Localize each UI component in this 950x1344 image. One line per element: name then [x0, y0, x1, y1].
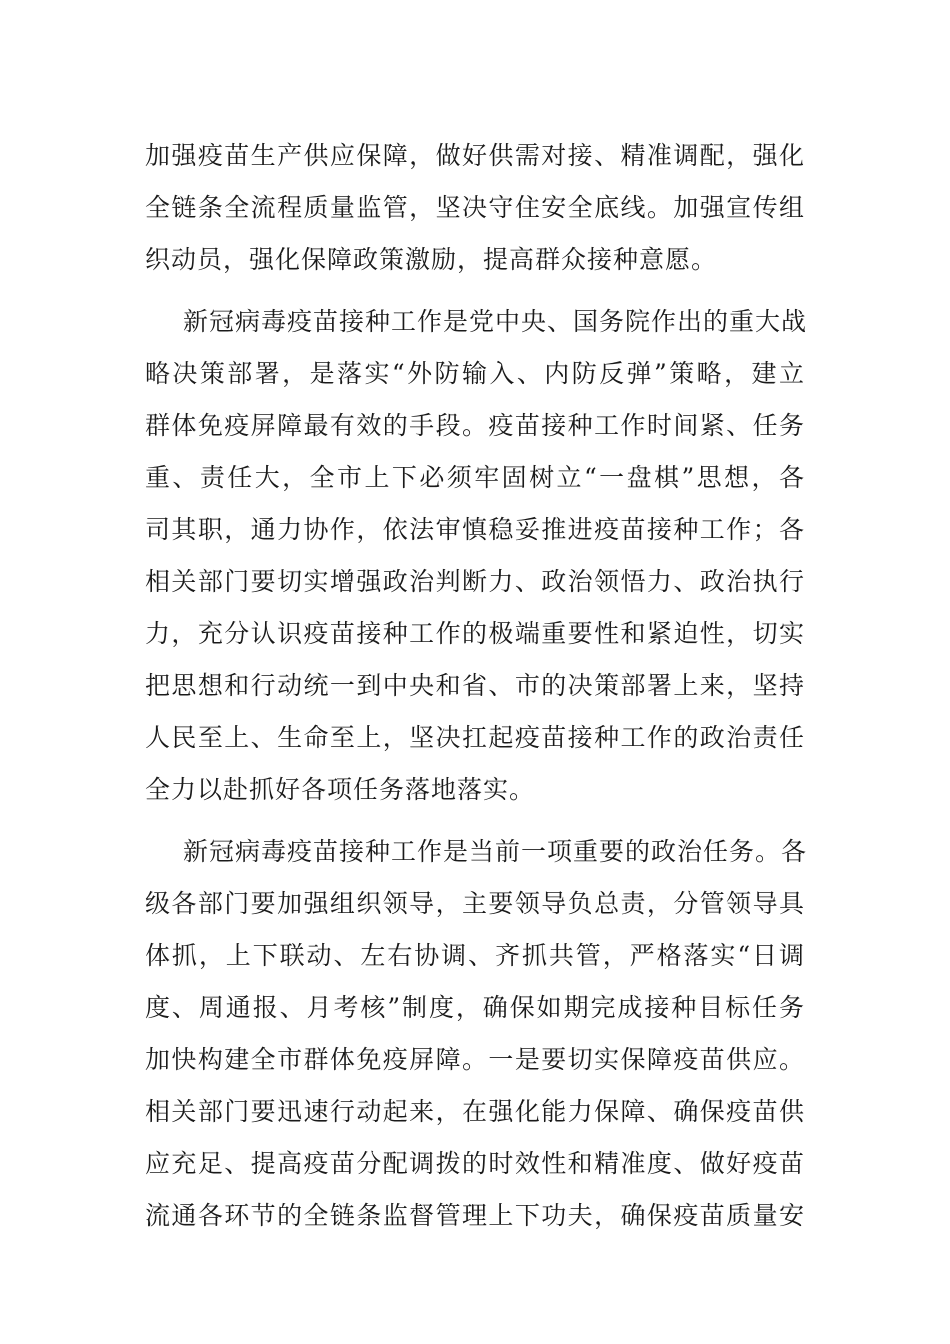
text-line: 力，充分认识疫苗接种工作的极端重要性和紧迫性，切实	[145, 619, 805, 648]
text-line: 重、责任大，全市上下必须牢固树立“一盘棋”思想，各	[145, 463, 805, 492]
text-line: 度、周通报、月考核”制度，确保如期完成接种目标任务	[145, 993, 805, 1022]
text-line: 级各部门要加强组织领导，主要领导负总责，分管领导具	[145, 889, 805, 918]
text-line: 把思想和行动统一到中央和省、市的决策部署上来，坚持	[145, 671, 805, 700]
text-line: 加强疫苗生产供应保障，做好供需对接、精准调配，强化	[145, 141, 805, 170]
text-line: 司其职，通力协作，依法审慎稳妥推进疫苗接种工作；各	[145, 515, 805, 544]
text-line: 略决策部署，是落实“外防输入、内防反弹”策略，建立	[145, 359, 805, 388]
text-line: 新冠病毒疫苗接种工作是党中央、国务院作出的重大战	[183, 307, 808, 336]
text-line: 流通各环节的全链条监督管理上下功夫，确保疫苗质量安	[145, 1201, 805, 1230]
text-line: 全力以赴抓好各项任务落地落实。	[145, 775, 536, 804]
text-line: 应充足、提高疫苗分配调拨的时效性和精准度、做好疫苗	[145, 1149, 805, 1178]
paragraph-continuation	[145, 130, 805, 286]
text-line: 体抓，上下联动、左右协调、齐抓共管，严格落实“日调	[145, 941, 805, 970]
paragraph-political-task	[145, 826, 808, 1242]
text-line: 相关部门要切实增强政治判断力、政治领悟力、政治执行	[145, 567, 805, 596]
text-line: 群体免疫屏障最有效的手段。疫苗接种工作时间紧、任务	[145, 411, 805, 440]
paragraph-vaccination-strategy	[145, 296, 808, 816]
text-line: 新冠病毒疫苗接种工作是当前一项重要的政治任务。各	[183, 837, 808, 866]
text-line: 人民至上、生命至上，坚决扛起疫苗接种工作的政治责任	[145, 723, 805, 752]
text-line: 加快构建全市群体免疫屏障。一是要切实保障疫苗供应。	[145, 1045, 805, 1074]
text-line: 全链条全流程质量监管，坚决守住安全底线。加强宣传组	[145, 193, 805, 222]
document-body	[145, 130, 808, 1242]
text-line: 织动员，强化保障政策激励，提高群众接种意愿。	[145, 245, 718, 274]
text-line: 相关部门要迅速行动起来，在强化能力保障、确保疫苗供	[145, 1097, 805, 1126]
